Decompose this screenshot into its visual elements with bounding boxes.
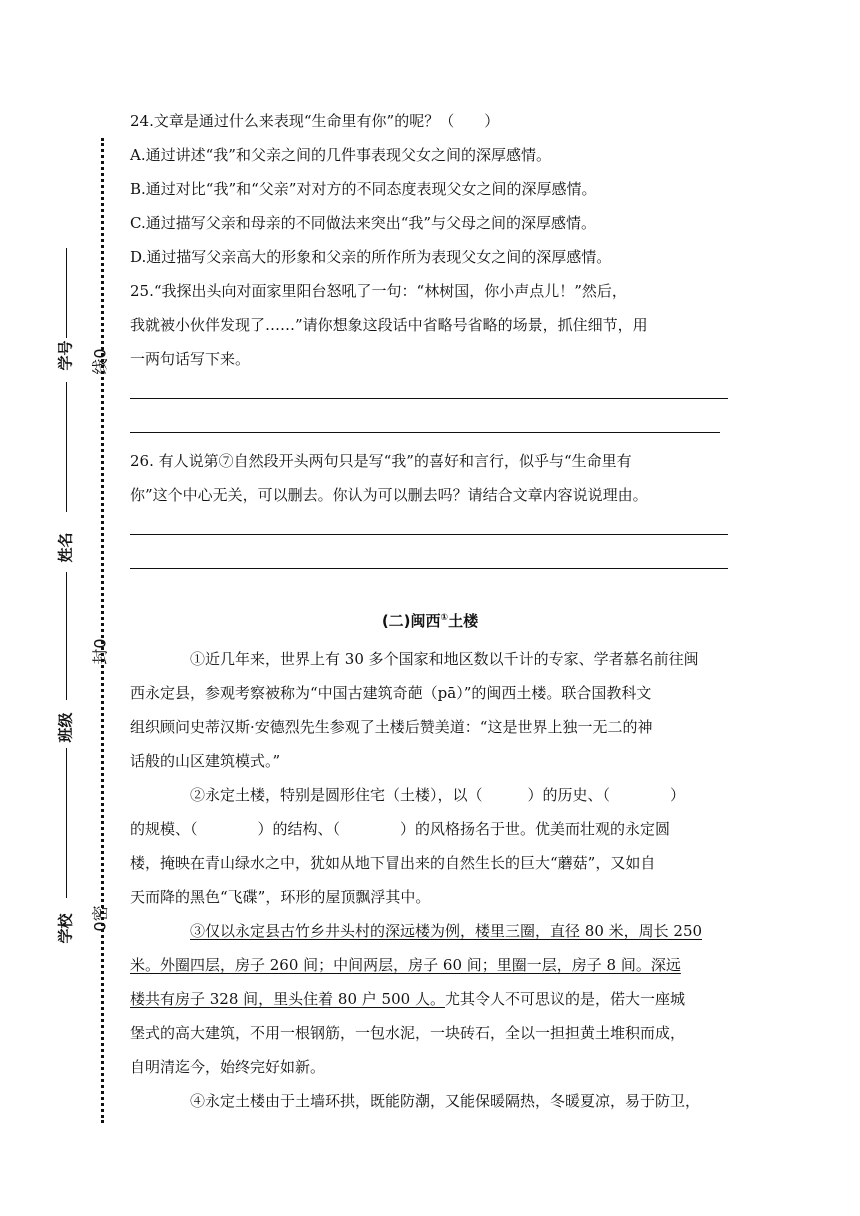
underlined-passage-line: ③仅以永定县古竹乡井头村的深远楼为例，楼里三圈，直径 80 米，周长 250 bbox=[190, 922, 703, 940]
passage-line: 天而降的黑色“飞碟”，环形的屋顶飘浮其中。 bbox=[130, 888, 431, 906]
student-id-blank[interactable] bbox=[66, 248, 67, 338]
passage-line: 话般的山区建筑模式。” bbox=[130, 752, 281, 770]
q24-option-d[interactable]: D.通过描写父亲高大的形象和父亲的所作所为表现父女之间的深厚感情。 bbox=[130, 248, 612, 266]
q25-answer-line[interactable] bbox=[130, 432, 720, 433]
q24-stem: 24.文章是通过什么来表现“生命里有你”的呢？（ ） bbox=[130, 112, 500, 130]
seal-mark-secret: 0密 bbox=[90, 905, 110, 932]
school-label: 学校 bbox=[56, 913, 75, 944]
q25-line: 我就被小伙伴发现了……”请你想象这段话中省略号省略的场景，抓住细节，用 bbox=[130, 316, 648, 334]
q25-line: 一两句话写下来。 bbox=[130, 350, 251, 368]
passage-line: 西永定县，参观考察被称为“中国古建筑奇葩（pā）”的闽西土楼。联合国教科文 bbox=[130, 684, 652, 702]
passage-title: (二)闽西①土楼 bbox=[381, 612, 479, 630]
underlined-sentence: 楼共有房子 328 间，里头住着 80 户 500 人。 bbox=[130, 990, 445, 1008]
class-label: 班级 bbox=[56, 712, 75, 743]
footnote-mark: ① bbox=[440, 613, 449, 623]
passage-line: ④永定土楼由于土墙环拱，既能防潮，又能保暖隔热，冬暖夏凉，易于防卫， bbox=[190, 1092, 701, 1110]
q26-line: 你”这个中心无关，可以删去。你认为可以删去吗？请结合文章内容说说理由。 bbox=[130, 486, 648, 504]
passage-line: 堡式的高大建筑，不用一根钢筋，一包水泥，一块砖石，全以一担担黄土堆积而成， bbox=[130, 1024, 686, 1042]
q24-option-c[interactable]: C.通过描写父亲和母亲的不同做法来突出“我”与父母之间的深厚感情。 bbox=[130, 214, 597, 232]
school-blank[interactable] bbox=[66, 748, 67, 898]
passage-line: ②永定土楼，特别是圆形住宅（土楼），以（ ）的历史、（ ） bbox=[190, 786, 686, 804]
q25-line: 25.“我探出头向对面家里阳台怒吼了一句：“林树国，你小声点儿！”然后， bbox=[130, 282, 627, 300]
q24-option-b[interactable]: B.通过对比“我”和“父亲”对对方的不同态度表现父女之间的深厚感情。 bbox=[130, 180, 597, 198]
name-blank[interactable] bbox=[66, 382, 67, 512]
passage-line: 楼共有房子 328 间，里头住着 80 户 500 人。尤其令人不可思议的是，偌大一座城 bbox=[130, 990, 685, 1008]
q26-line: 26. 有人说第⑦自然段开头两句只是写“我”的喜好和言行，似乎与“生命里有 bbox=[130, 452, 632, 470]
underlined-passage-line: 米。外圈四层，房子 260 间；中间两层，房子 60 间；里圈一层，房子 8 间。深远 bbox=[130, 956, 681, 974]
q26-answer-line[interactable] bbox=[130, 568, 728, 569]
passage-line: 组织顾问史蒂汉斯·安德烈先生参观了土楼后赞美道：“这是世界上独一无二的神 bbox=[130, 718, 653, 736]
dotted-cut-line bbox=[101, 138, 104, 1123]
passage-line: ①近几年来，世界上有 30 多个国家和地区数以千计的专家、学者慕名前往闽 bbox=[190, 650, 699, 668]
q25-answer-line[interactable] bbox=[130, 398, 728, 399]
q26-answer-line[interactable] bbox=[130, 534, 728, 535]
q24-option-a[interactable]: A.通过讲述“我”和父亲之间的几件事表现父女之间的深厚感情。 bbox=[130, 146, 551, 164]
seal-mark-line: 线0 bbox=[90, 348, 110, 375]
name-label: 姓名 bbox=[56, 532, 75, 563]
passage-line: 自明清迄今，始终完好如新。 bbox=[130, 1058, 326, 1076]
class-blank[interactable] bbox=[66, 572, 67, 700]
seal-mark-seal: 封0 bbox=[90, 638, 110, 665]
passage-line: 楼，掩映在青山绿水之中，犹如从地下冒出来的自然生长的巨大“蘑菇”，又如自 bbox=[130, 854, 656, 872]
passage-line: 的规模、（ ）的结构、（ ）的风格扬名于世。优美而壮观的永定圆 bbox=[130, 820, 671, 838]
student-id-label: 学号 bbox=[56, 340, 75, 371]
